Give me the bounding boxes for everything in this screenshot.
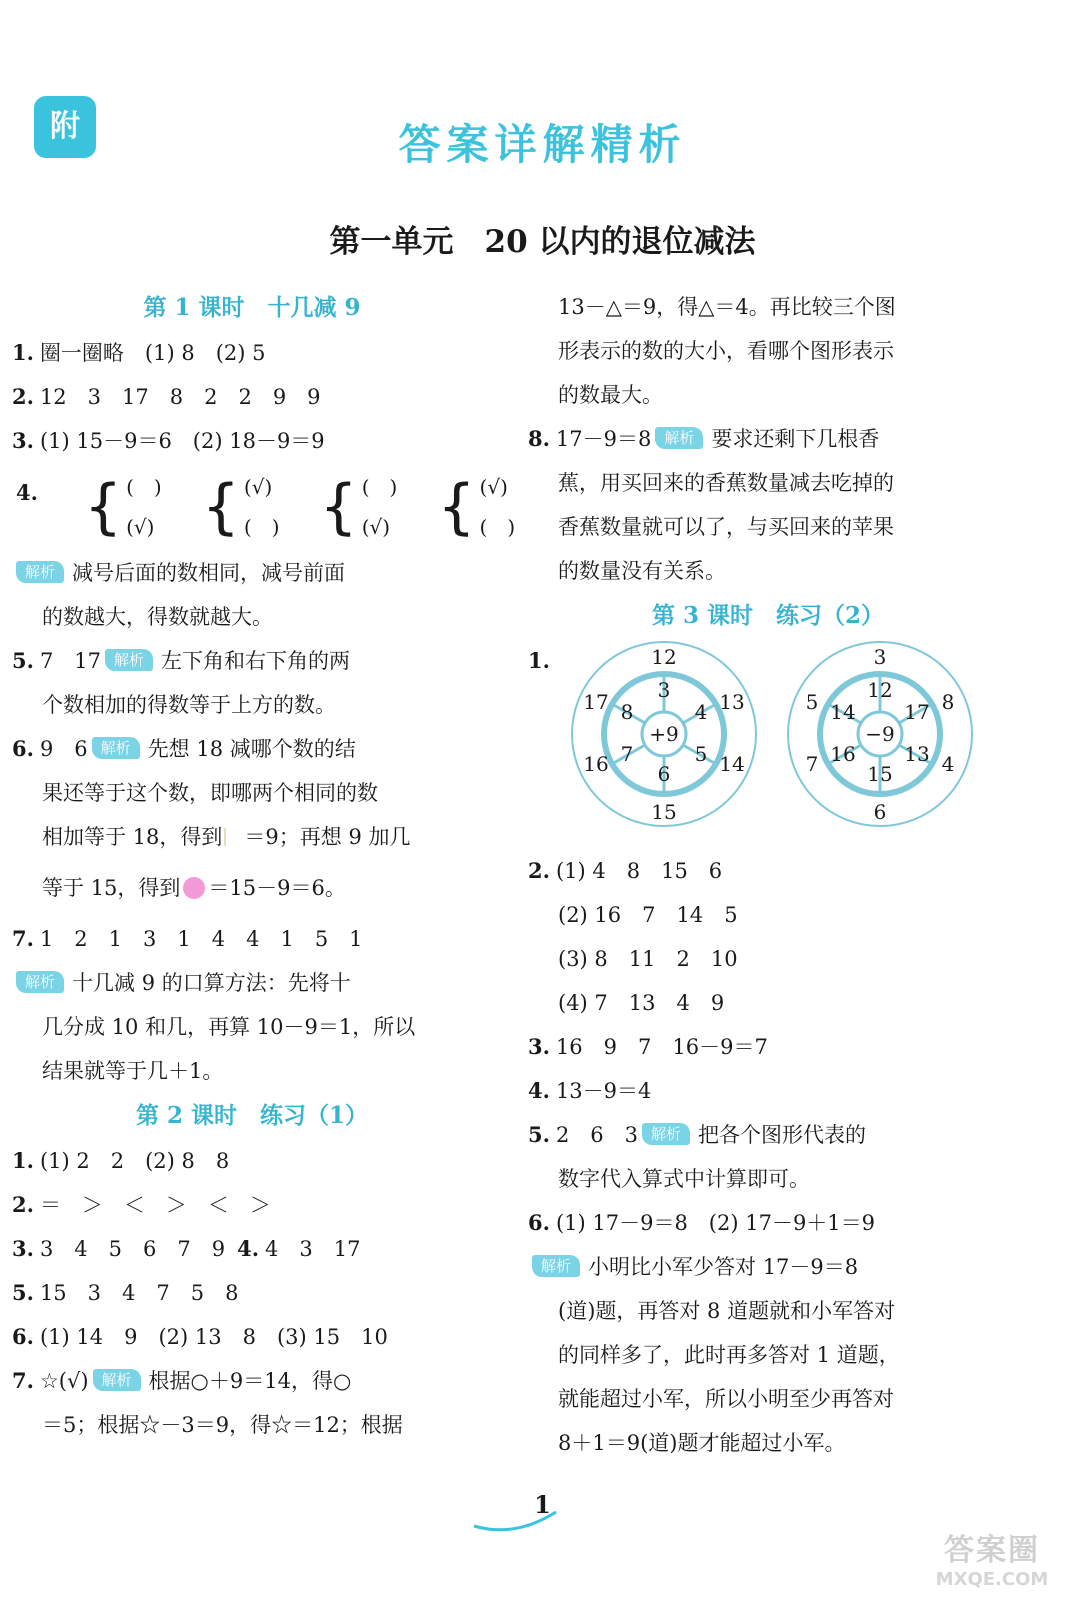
- wheel-outer-number: 15: [651, 800, 677, 824]
- number-wheel-plus: [564, 639, 764, 839]
- answer-text: 15 3 4 7 5 8: [39, 1281, 239, 1305]
- explanation-7-line2: 几分成 10 和几，再算 10－9＝1，所以: [42, 1015, 416, 1039]
- practice2-2b: (2) 16 7 14 5: [558, 903, 738, 927]
- analysis-tag: 解析: [16, 971, 64, 993]
- lesson-2-title: 第 2 课时 练习（1）: [135, 1102, 369, 1129]
- explanation-7-line3: 结果就等于几＋1。: [42, 1059, 224, 1083]
- explanation-text: 减号后面的数相同，减号前面: [72, 561, 346, 585]
- answer-text: 16 9 7 16－9＝7: [555, 1035, 768, 1059]
- answer-7: [12, 917, 492, 961]
- question-number: 4.: [16, 480, 38, 505]
- question-number: 7.: [12, 1368, 34, 1393]
- brace-group: [320, 463, 398, 551]
- question-number: 5.: [528, 1122, 550, 1147]
- answer-4-braces: [12, 463, 516, 551]
- explanation-text: 根据○＋9＝14，得○: [148, 1369, 352, 1393]
- answer-6: [12, 727, 492, 771]
- question-number: 2.: [528, 858, 550, 883]
- explanation-text: 等于 15，得到: [42, 876, 181, 900]
- explanation-5-line2: 个数相加的得数等于上方的数。: [42, 693, 336, 717]
- brace-icon: {: [201, 472, 240, 542]
- explanation-6-line4: [12, 859, 492, 917]
- question-number: 6.: [12, 1324, 34, 1349]
- practice-3-4: [12, 1227, 492, 1271]
- answer-5: [12, 639, 492, 683]
- wheel-inner-number: 14: [830, 700, 856, 724]
- explanation-text: 十几减 9 的口算方法：先将十: [72, 971, 351, 995]
- appendix-badge: 附: [34, 96, 96, 158]
- brace-icon: {: [319, 472, 358, 542]
- answer-text: 4 3 17: [265, 1237, 361, 1261]
- left-column: [12, 285, 516, 1447]
- explanation-4-line1: [12, 551, 492, 595]
- explanation-8-line2: 蕉，用买回来的香蕉数量减去吃掉的: [558, 471, 894, 495]
- wheel-inner-number: 4: [694, 700, 708, 724]
- wheel-outer-number: 17: [583, 690, 609, 714]
- watermark-url: MXQE.COM: [935, 1569, 1049, 1590]
- number-wheel-minus: [780, 639, 980, 839]
- wheel-inner-number: 7: [620, 742, 634, 766]
- wheel-outer-number: 6: [873, 800, 887, 824]
- practice2-2d: (4) 7 13 4 9: [558, 991, 725, 1015]
- practice-6: [12, 1315, 492, 1359]
- wheel-outer-number: 13: [719, 690, 745, 714]
- practice2-2c: (3) 8 11 2 10: [558, 947, 738, 971]
- answer-text: 17－9＝8: [555, 427, 652, 451]
- wheel-outer-number: 16: [583, 752, 609, 776]
- question-number: 3.: [12, 1236, 34, 1261]
- answer-text: (1) 2 2 (2) 8 8: [39, 1149, 230, 1173]
- answer-text: ☆(√): [39, 1369, 89, 1393]
- wheel-outer-number: 8: [941, 690, 955, 714]
- wheel-inner-number: 17: [904, 700, 930, 724]
- choice-top: ( ): [126, 475, 162, 499]
- answer-8: [528, 417, 1008, 461]
- wheel-inner-number: 16: [830, 742, 856, 766]
- explanation-text: 把各个图形代表的: [698, 1123, 867, 1147]
- answer-text: 2 6 3: [555, 1123, 639, 1147]
- wheel-outer-number: 4: [941, 752, 955, 776]
- brace-group: [202, 463, 280, 551]
- choice-top: ( ): [361, 475, 398, 499]
- question-number: 7.: [12, 926, 34, 951]
- explanation-r6-line2: (道)题，再答对 8 道题就和小军答对: [558, 1299, 896, 1323]
- question-number: 3.: [528, 1034, 550, 1059]
- explanation-r6-line1: [528, 1245, 1008, 1289]
- answer-text: 3 4 5 6 7 9: [39, 1237, 226, 1261]
- question-number: 4.: [528, 1078, 550, 1103]
- brace-group: [84, 463, 162, 551]
- answer-text: 9 6: [39, 737, 88, 761]
- answer-text: ＝ ＞ ＜ ＞ ＜ ＞: [39, 1193, 271, 1217]
- wheel-center-label: +9: [649, 722, 679, 746]
- explanation-r6-line4: 就能超过小军，所以小明至少再答对: [558, 1387, 894, 1411]
- brace-group: [437, 463, 515, 551]
- brace-icon: {: [83, 472, 123, 542]
- explanation-r6-line5: 8＋1＝9(道)题才能超过小军。: [558, 1431, 846, 1455]
- continued-line1: 13－△＝9，得△＝4。再比较三个图: [558, 295, 896, 319]
- explanation-text: 要求还剩下几根香: [711, 427, 880, 451]
- question-number: 5.: [12, 648, 34, 673]
- question-number: 1.: [12, 1148, 34, 1173]
- explanation-8-line3: 香蕉数量就可以了，与买回来的苹果: [558, 515, 894, 539]
- wheel-inner-number: 6: [657, 762, 671, 786]
- explanation-7-line1: [12, 961, 492, 1005]
- analysis-tag: 解析: [93, 1369, 141, 1391]
- explanation-4-line2: 的数越大，得数就越大。: [42, 605, 273, 629]
- lesson-3-title: 第 3 课时 练习（2）: [651, 602, 885, 629]
- shape-placeholder-icon: [224, 828, 242, 846]
- choice-bottom: ( ): [479, 515, 516, 539]
- choice-top: (√): [243, 475, 273, 499]
- answer-text: (1) 17－9＝8 (2) 17－9＋1＝9: [555, 1211, 876, 1235]
- choice-top: (√): [479, 475, 508, 499]
- explanation-text: ＝9；再想 9 加几: [244, 825, 411, 849]
- answer-text: (1) 15－9＝6 (2) 18－9＝9: [39, 429, 325, 453]
- choice-bottom: (√): [126, 515, 155, 539]
- wheel-inner-number: 15: [867, 762, 893, 786]
- wheel-outer-number: 14: [719, 752, 745, 776]
- number-wheels: [528, 639, 1008, 849]
- question-number: 8.: [528, 426, 550, 451]
- wheel-outer-number: 3: [873, 645, 887, 669]
- explanation-8-line4: 的数量没有关系。: [558, 559, 726, 583]
- wheel-inner-number: 8: [620, 700, 634, 724]
- analysis-tag: 解析: [16, 561, 64, 583]
- answer-text: 7 17: [39, 649, 102, 673]
- explanation-text: 先想 18 减哪个数的结: [147, 737, 356, 761]
- practice-7: [12, 1359, 492, 1403]
- page-number-swoosh-icon: [470, 1508, 560, 1532]
- choice-bottom: ( ): [243, 515, 280, 539]
- wheel-outer-number: 7: [805, 752, 819, 776]
- practice2-3: [528, 1025, 1008, 1069]
- explanation-text: 左下角和右下角的两: [161, 649, 351, 673]
- question-number: 1.: [12, 340, 34, 365]
- question-number: 5.: [12, 1280, 34, 1305]
- practice2-4: [528, 1069, 1008, 1113]
- explanation-6-line2: 果还等于这个数，即哪两个相同的数: [42, 781, 378, 805]
- lesson-1-title: 第 1 课时 十几减 9: [143, 294, 361, 321]
- answer-text: 13－9＝4: [555, 1079, 652, 1103]
- explanation-text: 小明比小军少答对 17－9＝8: [588, 1255, 859, 1279]
- explanation-6-line3: [12, 815, 492, 859]
- question-number: 1.: [528, 648, 550, 673]
- pink-ball-icon: [183, 877, 205, 899]
- question-number: 2.: [12, 1192, 34, 1217]
- page-title: 答案详解精析: [398, 120, 687, 169]
- wheel-outer-number: 5: [805, 690, 819, 714]
- analysis-tag: 解析: [105, 649, 153, 671]
- continued-line2: 形表示的数的大小，看哪个图形表示: [558, 339, 894, 363]
- wheel-inner-number: 3: [657, 678, 671, 702]
- analysis-tag: 解析: [655, 427, 703, 449]
- question-number: 6.: [12, 736, 34, 761]
- answer-text: (1) 4 8 15 6: [555, 859, 723, 883]
- wheel-inner-number: 5: [694, 742, 708, 766]
- answer-3: [12, 419, 492, 463]
- wheel-center-label: −9: [865, 722, 895, 746]
- unit-title: 第一单元 20 以内的退位减法: [329, 224, 756, 260]
- explanation-text: ＝15－9＝6。: [208, 876, 346, 900]
- answer-text: 1 2 1 3 1 4 4 1 5 1: [39, 927, 363, 951]
- question-number: 3.: [12, 428, 34, 453]
- brace-icon: {: [437, 472, 476, 542]
- continued-line3: 的数最大。: [558, 383, 663, 407]
- explanation-p7-line2: ＝5；根据☆－3＝9，得☆＝12；根据: [42, 1413, 403, 1437]
- page-number: 1: [534, 1490, 551, 1519]
- wheel-inner-number: 13: [904, 742, 930, 766]
- answer-text: 圈一圈略 (1) 8 (2) 5: [39, 341, 266, 365]
- choice-bottom: (√): [361, 515, 391, 539]
- explanation-text: 相加等于 18，得到: [42, 825, 223, 849]
- wheel-inner-number: 12: [867, 678, 893, 702]
- practice-5: [12, 1271, 492, 1315]
- practice2-6: [528, 1201, 1008, 1245]
- question-number: 6.: [528, 1210, 550, 1235]
- answer-text: (1) 14 9 (2) 13 8 (3) 15 10: [39, 1325, 388, 1349]
- wheel-outer-number: 12: [651, 645, 677, 669]
- answer-1: [12, 331, 492, 375]
- practice-2: [12, 1183, 492, 1227]
- analysis-tag: 解析: [642, 1123, 690, 1145]
- analysis-tag: 解析: [92, 737, 140, 759]
- explanation-r6-line3: 的同样多了，此时再多答对 1 道题，: [558, 1343, 900, 1367]
- answer-2: [12, 375, 492, 419]
- practice-1: [12, 1139, 492, 1183]
- question-number: 4.: [237, 1236, 260, 1261]
- watermark-logo: 答案圈: [944, 1533, 1040, 1568]
- analysis-tag: 解析: [532, 1255, 580, 1277]
- practice2-2a: [528, 849, 1008, 893]
- practice2-5: [528, 1113, 1008, 1157]
- watermark: [917, 1525, 1067, 1590]
- explanation-r5-line2: 数字代入算式中计算即可。: [558, 1167, 810, 1191]
- question-number: 2.: [12, 384, 34, 409]
- answer-text: 12 3 17 8 2 2 9 9: [39, 385, 321, 409]
- right-column: [528, 285, 1008, 1465]
